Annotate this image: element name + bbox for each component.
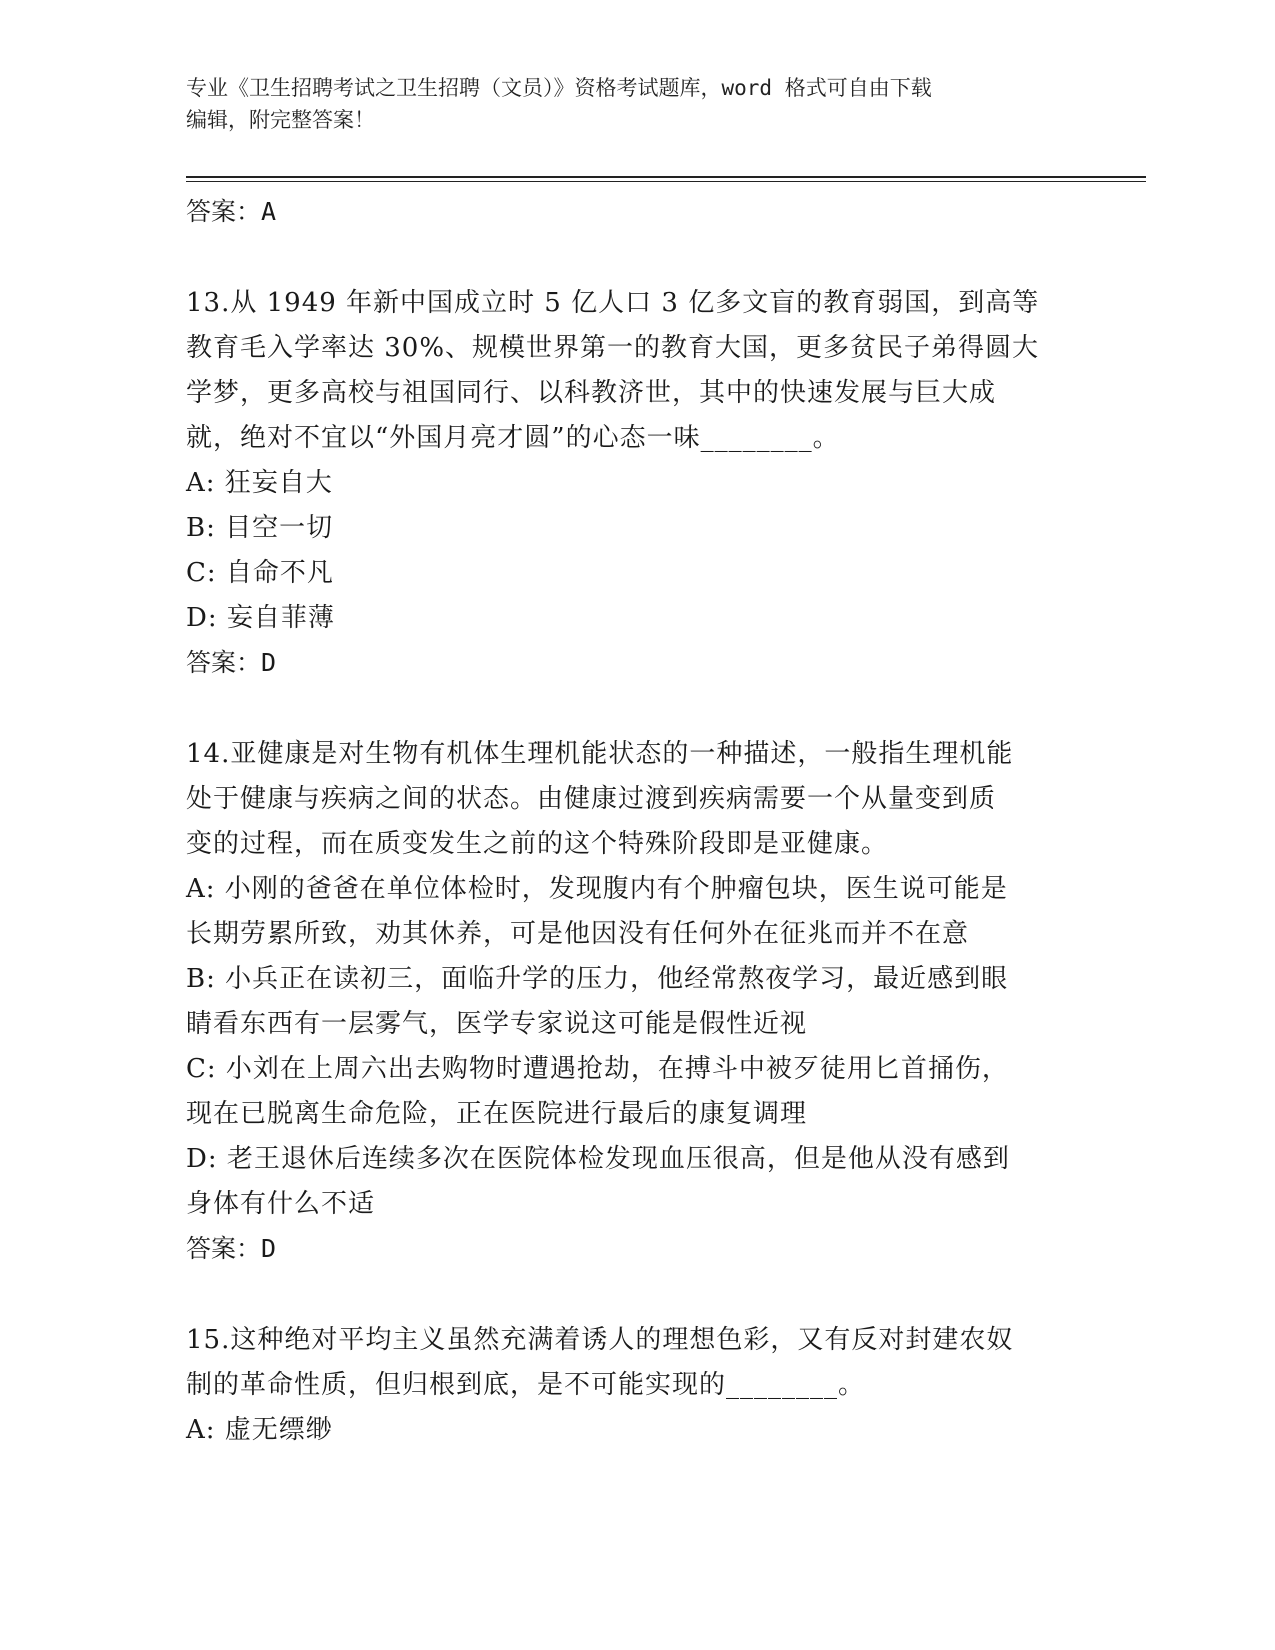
answer-label: 答案： bbox=[186, 1234, 262, 1263]
question-text-line: 13.从 1949 年新中国成立时 5 亿人口 3 亿多文盲的教育弱国，到高等 bbox=[186, 288, 1040, 318]
question-text-line: 教育毛入学率达 30%、规模世界第一的教育大国，更多贫民子弟得圆大 bbox=[186, 333, 1040, 363]
option-d-cont: 身体有什么不适 bbox=[186, 1189, 376, 1219]
question-14 bbox=[186, 732, 1086, 1271]
answer-label: 答案： bbox=[186, 197, 262, 226]
option-c-cont: 现在已脱离生命危险，正在医院进行最后的康复调理 bbox=[186, 1099, 808, 1129]
option-d: D: 老王退休后连续多次在医院体检发现血压很高，但是他从没有感到 bbox=[186, 1144, 1010, 1174]
question-text-line: 就，绝对不宜以“外国月亮才圆”的心态一味________。 bbox=[186, 423, 840, 453]
spacer bbox=[186, 234, 1086, 281]
spacer bbox=[186, 1271, 1086, 1318]
option-d: D: 妄自菲薄 bbox=[186, 603, 335, 633]
spacer bbox=[186, 685, 1086, 732]
option-a: A: 虚无缥缈 bbox=[186, 1415, 333, 1445]
option-a: A: 狂妄自大 bbox=[186, 468, 333, 498]
answer-value: D bbox=[261, 1234, 277, 1263]
question-text-line: 制的革命性质，但归根到底，是不可能实现的________。 bbox=[186, 1370, 866, 1400]
question-15 bbox=[186, 1318, 1086, 1453]
question-13 bbox=[186, 281, 1086, 685]
option-a: A: 小刚的爸爸在单位体检时，发现腹内有个肿瘤包块，医生说可能是 bbox=[186, 874, 1008, 904]
question-text-line: 14.亚健康是对生物有机体生理机能状态的一种描述，一般指生理机能 bbox=[186, 739, 1014, 769]
answer-label: 答案： bbox=[186, 648, 262, 677]
option-c: C: 小刘在上周六出去购物时遭遇抢劫，在搏斗中被歹徒用匕首捅伤， bbox=[186, 1054, 1009, 1084]
answer-q14 bbox=[186, 1227, 1086, 1271]
document-header bbox=[186, 72, 1066, 136]
option-c: C: 自命不凡 bbox=[186, 558, 334, 588]
answer-q12 bbox=[186, 190, 1086, 234]
document-body bbox=[186, 190, 1086, 1453]
question-text-line: 变的过程，而在质变发生之前的这个特殊阶段即是亚健康。 bbox=[186, 829, 889, 859]
header-rule-thick bbox=[186, 176, 1146, 178]
answer-value: D bbox=[261, 648, 277, 677]
answer-q13 bbox=[186, 641, 1086, 685]
question-text-line: 处于健康与疾病之间的状态。由健康过渡到疾病需要一个从量变到质 bbox=[186, 784, 997, 814]
header-line-1: 专业《卫生招聘考试之卫生招聘（文员）》资格考试题库，word 格式可自由下载 bbox=[186, 76, 932, 100]
answer-value: A bbox=[261, 197, 277, 226]
option-b: B: 目空一切 bbox=[186, 513, 334, 543]
option-b: B: 小兵正在读初三，面临升学的压力，他经常熬夜学习，最近感到眼 bbox=[186, 964, 1009, 994]
header-rule-thin bbox=[186, 181, 1146, 182]
question-text-line: 15.这种绝对平均主义虽然充满着诱人的理想色彩，又有反对封建农奴 bbox=[186, 1325, 1014, 1355]
option-a-cont: 长期劳累所致，劝其休养，可是他因没有任何外在征兆而并不在意 bbox=[186, 919, 970, 949]
header-line-2: 编辑，附完整答案！ bbox=[186, 108, 375, 132]
option-b-cont: 睛看东西有一层雾气，医学专家说这可能是假性近视 bbox=[186, 1009, 808, 1039]
question-text-line: 学梦，更多高校与祖国同行、以科教济世，其中的快速发展与巨大成 bbox=[186, 378, 997, 408]
